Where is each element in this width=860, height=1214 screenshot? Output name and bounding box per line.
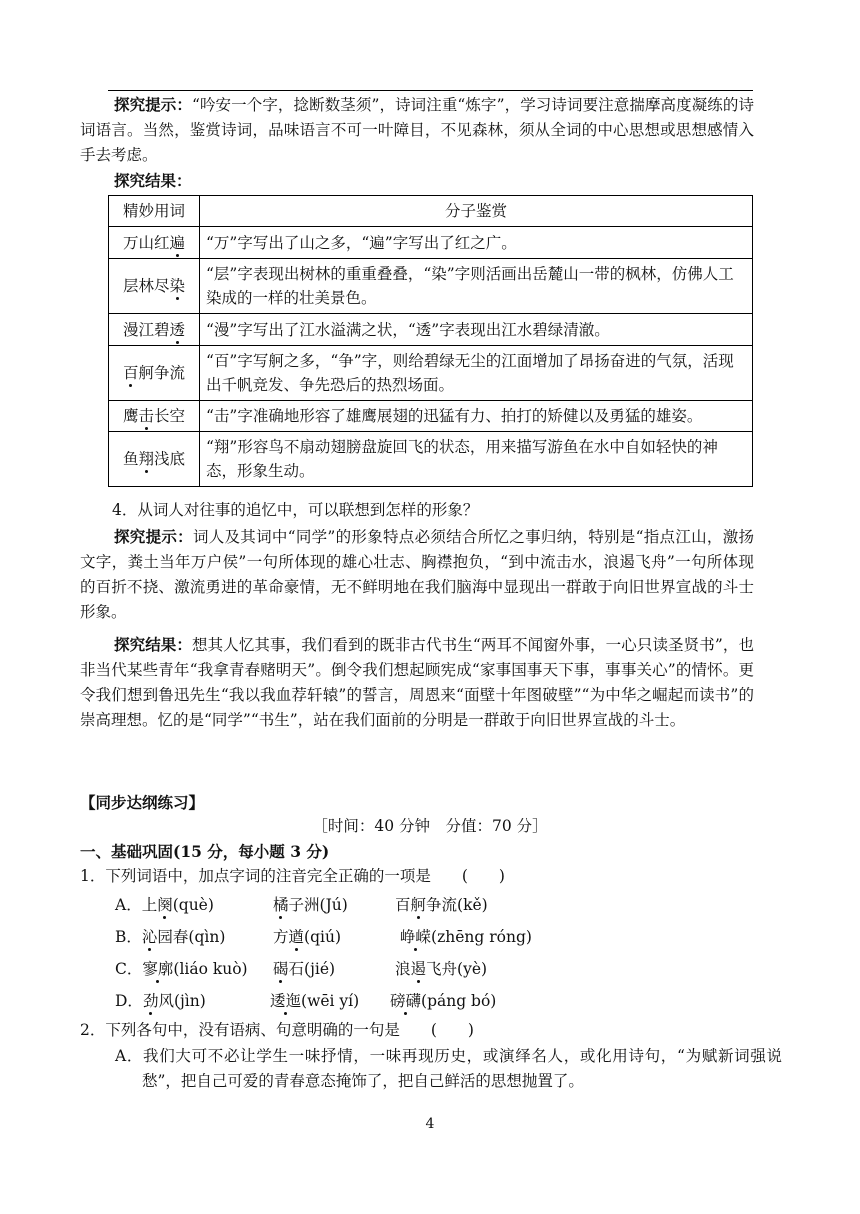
hint-text: “吟安一个字，捻断数茎须”，诗词注重“炼字”，学习诗词要注意揣摩高度凝练的诗词语言。当然，鉴赏诗词，品味语言不可一叶障目，不见森林，须从全词的中心思想或思想感情入手去考虑。 [80, 96, 754, 164]
explore-hint-paragraph [80, 92, 754, 168]
term-cell: 鹰击长空 [109, 401, 200, 432]
table-row [109, 432, 753, 487]
q1-option-c-word2: 碣石(jié) [273, 960, 336, 978]
term-cell: 百舸争流 [109, 346, 200, 401]
term-cell: 层林尽染 [109, 259, 200, 314]
question-4: 4．从词人对往事的追忆中，可以联想到怎样的形象？ [112, 501, 479, 519]
term-cell: 鱼翔浅底 [109, 432, 200, 487]
exercise-heading: 【同步达纲练习】 [80, 793, 205, 812]
desc-cell: “百”字写舸之多，“争”字，则给碧绿无尘的江面增加了昂扬奋进的气氛，活现出千帆竞发、争先恐后的热烈场面。 [200, 346, 753, 401]
appreciation-table [108, 195, 753, 487]
q1-option-a-word3: 百舸争流(kě) [395, 896, 488, 914]
desc-cell: “万”字写出了山之多，“遍”字写出了红之广。 [200, 227, 753, 259]
q1-option-d: D．劲风(jìn) [115, 992, 206, 1010]
section-heading: 一、基础巩固(15 分，每小题 3 分) [80, 842, 330, 861]
q1-option-d-word3: 磅礴(páng bó) [390, 992, 497, 1010]
table-header-desc: 分子鉴赏 [200, 196, 753, 227]
desc-cell: “层”字表现出树林的重重叠叠，“染”字则活画出岳麓山一带的枫林，仿佛人工染成的一样的壮美景色。 [200, 259, 753, 314]
table-row [109, 227, 753, 259]
q1-option-c-word3: 浪遏飞舟(yè) [395, 960, 488, 978]
time-info: ［时间：40 分钟 分值：70 分］ [312, 817, 548, 835]
term-cell: 漫江碧透 [109, 314, 200, 346]
q1-option-a: A．上阕(què) [115, 896, 214, 914]
table-row [109, 346, 753, 401]
question-1-stem: 1．下列词语中，加点字词的注音完全正确的一项是 ( ) [80, 867, 505, 885]
question-2-stem: 2．下列各句中，没有语病、句意明确的一句是 ( ) [80, 1021, 474, 1039]
q1-option-c: C．寥廓(liáo kuò) [115, 960, 248, 978]
hint-label: 探究提示： [114, 95, 192, 114]
table-row [109, 259, 753, 314]
page-number: 4 [425, 1116, 435, 1132]
desc-cell: “翔”形容鸟不扇动翅膀盘旋回飞的状态，用来描写游鱼在水中自如轻快的神态，形象生动。 [200, 432, 753, 487]
q1-option-d-word2: 逶迤(wēi yí) [270, 992, 360, 1010]
term-cell: 万山红遍 [109, 227, 200, 259]
q1-option-b-word3: 峥嵘(zhēng róng) [400, 928, 532, 946]
table-row [109, 401, 753, 432]
desc-cell: “击”字准确地形容了雄鹰展翅的迅猛有力、拍打的矫健以及勇猛的雄姿。 [200, 401, 753, 432]
q2-option-a: A．我们大可不必让学生一味抒情，一味再现历史，或演绎名人，或化用诗句，“为赋新词强说愁”，把自己可爱的青春意态掩饰了，把自己鲜活的思想抛置了。 [115, 1047, 782, 1090]
q4-result-paragraph: 探究结果：想其人忆其事，我们看到的既非古代书生“两耳不闻窗外事，一心只读圣贤书”，也非当代某些青年“我拿青春赌明天”。倒令我们想起顾宪成“家事国事天下事，事事关心”的情怀。更令我们想到鲁迅先生“我以我血荐轩辕”的誓言，周恩来“面壁十年图破壁”“为中华之崛起而读书”的崇高理想。忆的是“同学”“书生”，站在我们面前的分明是一群敢于向旧世界宣战的斗士。 [80, 635, 754, 729]
q1-option-a-word2: 橘子洲(Jú) [273, 896, 348, 914]
table-header-term: 精妙用词 [109, 196, 200, 227]
header-rule [108, 90, 753, 91]
table-header-row [109, 196, 753, 227]
q4-hint-paragraph: 探究提示：词人及其词中“同学”的形象特点必须结合所忆之事归纳，特别是“指点江山，激扬文字，粪土当年万户侯”一句所体现的雄心壮志、胸襟抱负，“到中流击水，浪遏飞舟”一句所体现的百折不挠、激流勇进的革命豪情，无不鲜明地在我们脑海中显现出一群敢于向旧世界宣战的斗士形象。 [80, 527, 754, 621]
q1-option-b: B．沁园春(qìn) [115, 928, 226, 946]
desc-cell: “漫”字写出了江水溢满之状，“透”字表现出江水碧绿清澈。 [200, 314, 753, 346]
explore-result-label: 探究结果： [114, 171, 192, 190]
table-row [109, 314, 753, 346]
q1-option-b-word2: 方遒(qiú) [273, 928, 341, 946]
